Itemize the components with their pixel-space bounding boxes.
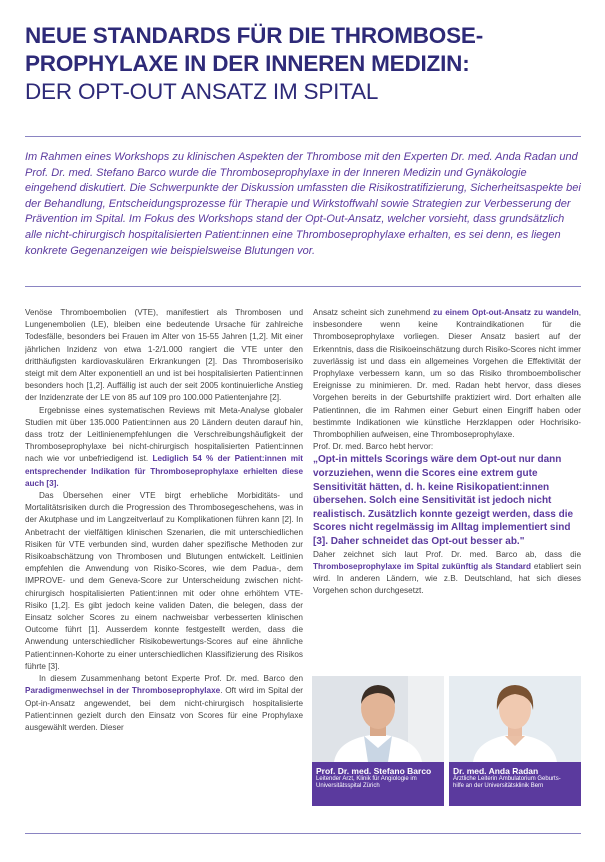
bottom-divider bbox=[25, 833, 581, 834]
caption-role-line-1: Ärztliche Leiterin Ambulatorium Geburts- bbox=[453, 776, 561, 782]
body-text: In diesem Zusammenhang betont Experte Prof. Dr. med. Barco den bbox=[39, 674, 303, 684]
body-paragraph-4 bbox=[25, 673, 303, 734]
title-line-1: NEUE STANDARDS FÜR DIE THROMBOSE- bbox=[25, 23, 483, 48]
portrait-radan bbox=[449, 676, 581, 762]
caption-role-line-2: Universitätsspital Zürich bbox=[316, 783, 380, 790]
subtitle: DER OPT-OUT ANSATZ IM SPITAL bbox=[25, 79, 379, 104]
right-column bbox=[313, 307, 581, 647]
body-paragraph-3: Das Übersehen einer VTE birgt erhebliche Morbiditäts- und Mortalitätsrisiken durch die Progression des Thrombosegeschehens, was in der Akutphase und im Langzeitverlauf zu Komplikationen führen kann [2]. In Anbetracht der vielfältigen klinischen Szenarien, die mit unterschiedlichen Risiken für VTE verbunden sind, wurden daher spezifische Methoden zur Risikoabschätzung von Thrombosen und Blutungen entwickelt. Leitlinien empfehlen die Anwendung von Risiko-Scores, wie dem Padua-, dem IMPROVE- und dem Geneva-Score zur Unterscheidung zwischen nicht-chirurgisch hospitalisierten Patient:innen mit oder ohne erhöhtem VTE-Risiko [1,2]. Es gibt jedoch keine validen Daten, die belegen, dass der Einsatz solcher Scores zu einem nachweisbar verbesserten klinischen Outcome führt [1]. Ausserdem konnte festgestellt werden, dass die Anwendung unterschiedlicher Risikobewertungs-Scores auf eine ähnliche Patient:innen-Kohorte zu einer unterschiedlichen Klassifizierung des Risikos führte [3]. bbox=[25, 491, 303, 671]
lead-paragraph: Im Rahmen eines Workshops zu klinischen Aspekten der Thrombose mit den Experten Dr. med. Anda Radan und Prof. Dr. med. Stefano Barco wurde die Thromboseprophylaxe in der Inneren Medizin und Gynäkologie eingehend diskutiert. Die Schwerpunkte der Diskussion umfassten die Risikostratifizierung, Sicherheitsaspekte bei der Behandlung, Entscheidungsprozesse für Therapie und Wirkstoffwahl sowie Strategien zur Verbesserung der Prävention im Spital. Im Fokus des Workshops stand der Opt-Out-Ansatz, welcher vorsieht, dass grundsätzlich alle nicht-chirurgisch hospitalisierten Patient:innen eine Thromboseprophylaxe erhalten, es sei denn, es liegen konkrete Gegenanzeigen wie beispielsweise Blutungen vor. bbox=[25, 151, 581, 257]
body-paragraph-2 bbox=[25, 405, 303, 490]
body-text: Daher zeichnet sich laut Prof. Dr. med. Barco ab, dass die bbox=[313, 549, 581, 559]
photo-radan bbox=[449, 676, 581, 806]
body-text: etabliert sein wird. In anderen Ländern, wie z.B. Deutschland, hat sich dieses Vorgehen schon durchgesetzt. bbox=[313, 561, 581, 596]
caption-radan bbox=[449, 762, 581, 806]
body-paragraph-6 bbox=[313, 549, 581, 598]
top-divider bbox=[25, 136, 581, 137]
highlight-text: Lediglich 54 % der Patient:innen mit entsprechender Indikation für Thromboseprophylaxe erhielten diese auch [3]. bbox=[25, 454, 303, 488]
highlight-text: Thromboseprophylaxe im Spital zukünftig als Standard bbox=[313, 561, 531, 571]
portrait-barco bbox=[312, 676, 444, 762]
photo-barco bbox=[312, 676, 444, 806]
body-text: . Oft wird im Spital der Opt-in-Ansatz angewendet, bei dem nicht-chirurgisch hospitalisierte Patient:innen gezielt durch den Einsatz von Scores für eine Prophylaxe ausgewählt werden. Dieser bbox=[25, 686, 303, 732]
caption-role-line-1: Leitender Arzt, Klinik für Angiologie im bbox=[316, 776, 417, 782]
article-title bbox=[25, 22, 585, 106]
caption-name: Prof. Dr. med. Stefano Barco bbox=[316, 766, 432, 776]
expert-quote: „Opt-in mittels Scorings wäre dem Opt-out nur dann vorzuziehen, wenn die Scores eine extrem gute Sensitivität hätten, d. h. keine Risikopatient:innen übersehen. Solch eine Sensitivität ist jedoch nicht realistisch. Zusätzlich konnte gezeigt werden, dass die Scores nicht regelmässig im Alltag implementiert sind [3]. Daher schneidet das Opt-out besser ab." bbox=[313, 454, 574, 547]
caption-role-line-2: hilfe an der Universitätsklinik Bern bbox=[453, 783, 544, 790]
caption-barco bbox=[312, 762, 444, 806]
body-paragraph-1: Venöse Thromboembolien (VTE), manifestiert als Thrombosen und Lungenembolien (LE), bleiben eine bedeutende Ursache für zahlreiche Todesfälle, besonders bei Frauen im Alter von 15-55 Jahren [1,2]. Mit einer jährlichen Inzidenz von etwa 1-2/1.000 rangiert die VTE unter den dritthäufigsten kardiovaskulären Erkrankungen [2]. Das Thromboserisiko steigt mit dem Alter exponentiell an und ist bei hospitalisierten Patient:innen besonders hoch [1,2]. Auffällig ist auch der seit 2005 kontinuierliche Anstieg der Inzidenzrate der LE von 85 auf 109 pro 100.000 Patientenjahre [2]. bbox=[25, 308, 303, 403]
highlight-text: zu einem Opt-out-Ansatz zu wandeln bbox=[433, 308, 579, 317]
body-text: Ansatz scheint sich zunehmend bbox=[313, 308, 431, 317]
quote-intro: Prof. Dr. med. Barco hebt hervor: bbox=[313, 442, 434, 452]
body-text: , insbesondere wenn keine Kontraindikationen für die Thromboseprophylaxe vorliegen. Dieser Ansatz basiert auf der Erkenntnis, dass die Risikoeinschätzung durch Risiko-Scores nicht immer zuverlässig ist und dass ein allgemeines Vorgehen die Effektivität der Prophylaxe verbessern kann, um so das Risiko thromboembolischer Ereignisse zu minimieren. Dr. med. Radan hebt hervor, dass dieses Vorgehen bereits in der Geburtshilfe praktiziert wird. Dort erhalten alle Patientinnen, die im Rahmen einer Geburt einen Eingriff haben oder bestimmte Indikationen wie künstliche Herzklappen oder Hochrisiko-Thrombophilien aufweisen, eine Thromboseprophylaxe. bbox=[313, 308, 581, 440]
body-text: Ergebnisse eines systematischen Reviews mit Meta-Analyse globaler Studien mit über 135.000 Patient:innen aus 20 Ländern deuten darauf hin, dass trotz der Leitlinienempfehlungen die Verschreibungshäufigkeit der Thromboseprophylaxe bei nicht-chirurgisch hospitalisierten Patient:innen nach wie vor unbefriedigend ist. bbox=[25, 405, 303, 464]
highlight-text: Paradigmenwechsel in der Thromboseprophylaxe bbox=[25, 686, 221, 696]
title-line-2: PROPHYLAXE IN DER INNEREN MEDIZIN: bbox=[25, 51, 470, 76]
left-column bbox=[25, 307, 303, 807]
lead-divider bbox=[25, 286, 581, 287]
caption-name: Dr. med. Anda Radan bbox=[453, 766, 539, 776]
body-paragraph-5 bbox=[313, 307, 581, 441]
